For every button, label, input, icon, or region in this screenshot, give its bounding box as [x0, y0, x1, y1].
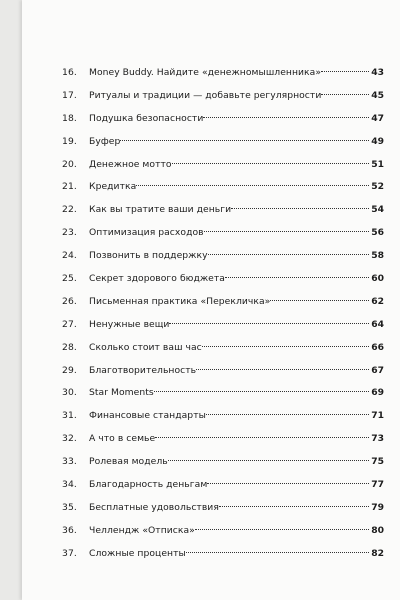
toc-entry-page: 80 — [371, 524, 384, 536]
table-of-contents — [62, 62, 384, 566]
toc-entry-number: 36. — [62, 524, 77, 536]
dot-leader — [204, 231, 370, 232]
toc-entry-title: Star Moments — [89, 387, 154, 399]
toc-entry-page: 67 — [371, 364, 384, 376]
toc-entry-page: 58 — [371, 250, 384, 262]
toc-entry-title: Сколько стоит ваш час — [89, 341, 202, 353]
toc-entry-page: 54 — [371, 204, 384, 216]
dot-leader — [219, 506, 369, 507]
toc-entry-page: 75 — [371, 456, 384, 468]
dot-leader — [270, 300, 369, 301]
toc-entry — [62, 199, 384, 222]
toc-entry-page: 71 — [371, 410, 384, 422]
toc-entry-title: Кредитка — [89, 181, 137, 193]
toc-entry-page: 62 — [371, 295, 384, 307]
toc-entry — [62, 131, 384, 154]
toc-entry-number: 20. — [62, 158, 77, 170]
toc-entry-number: 32. — [62, 433, 77, 445]
toc-entry — [62, 497, 384, 520]
toc-entry-page: 79 — [371, 501, 384, 513]
toc-entry-title: Оптимизация расходов — [89, 227, 204, 239]
toc-entry-page: 64 — [371, 318, 384, 330]
toc-entry — [62, 176, 384, 199]
toc-entry-page: 73 — [371, 433, 384, 445]
dot-leader — [154, 391, 369, 392]
toc-entry-title: Письменная практика «Перекличка» — [89, 295, 271, 307]
toc-entry-title: Бесплатные удовольствия — [89, 501, 219, 513]
toc-entry-number: 35. — [62, 501, 77, 513]
toc-entry — [62, 62, 384, 85]
toc-entry-title: Сложные проценты — [89, 547, 186, 559]
toc-entry — [62, 451, 384, 474]
dot-leader — [168, 460, 369, 461]
toc-entry-number: 31. — [62, 410, 77, 422]
toc-entry — [62, 268, 384, 291]
dot-leader — [186, 552, 369, 553]
dot-leader — [231, 208, 369, 209]
toc-entry — [62, 360, 384, 383]
toc-entry-title: Челлендж «Отписка» — [89, 524, 195, 536]
toc-entry-number: 26. — [62, 295, 77, 307]
toc-entry-page: 77 — [371, 479, 384, 491]
toc-entry-number: 30. — [62, 387, 77, 399]
toc-entry-title: Как вы тратите ваши деньги — [89, 204, 232, 216]
dot-leader — [207, 483, 369, 484]
toc-entry-page: 49 — [371, 135, 384, 147]
toc-entry-title: Буфер — [89, 135, 121, 147]
toc-entry-number: 28. — [62, 341, 77, 353]
toc-entry-title: Секрет здорового бюджета — [89, 273, 225, 285]
toc-entry-title: Money Buddy. Найдите «денежномышленника» — [89, 67, 321, 78]
toc-entry-number: 17. — [62, 89, 77, 101]
dot-leader — [206, 414, 369, 415]
toc-entry — [62, 291, 384, 314]
dot-leader — [321, 71, 369, 72]
toc-entry — [62, 154, 384, 177]
toc-entry — [62, 314, 384, 337]
toc-entry-number: 27. — [62, 318, 77, 330]
toc-entry — [62, 85, 384, 108]
toc-entry-page: 69 — [371, 387, 384, 399]
toc-entry-page: 47 — [371, 112, 384, 124]
dot-leader — [202, 346, 369, 347]
toc-entry-number: 22. — [62, 204, 77, 216]
toc-entry-title: Подушка безопасности — [89, 112, 204, 124]
toc-entry-title: Ритуалы и традиции — добавьте регулярности — [89, 89, 322, 101]
toc-entry — [62, 108, 384, 131]
dot-leader — [321, 94, 369, 95]
toc-entry — [62, 405, 384, 428]
toc-entry — [62, 222, 384, 245]
toc-entry-title: Благодарность деньгам — [89, 479, 208, 491]
toc-entry-title: Ролевая модель — [89, 456, 168, 468]
toc-entry — [62, 543, 384, 566]
toc-entry-number: 34. — [62, 479, 77, 491]
toc-entry-page: 60 — [371, 273, 384, 285]
dot-leader — [169, 323, 369, 324]
toc-entry-page: 66 — [371, 341, 384, 353]
toc-entry — [62, 520, 384, 543]
toc-entry-page: 51 — [371, 158, 384, 170]
toc-entry-number: 21. — [62, 181, 77, 193]
toc-entry — [62, 337, 384, 360]
toc-entry-title: Ненужные вещи — [89, 318, 170, 330]
dot-leader — [136, 185, 369, 186]
toc-entry-title: Позвонить в поддержку — [89, 250, 208, 262]
toc-entry — [62, 474, 384, 497]
toc-entry-number: 24. — [62, 250, 77, 262]
book-page — [22, 0, 400, 600]
dot-leader — [225, 277, 369, 278]
toc-entry — [62, 382, 384, 405]
toc-entry-page: 56 — [371, 227, 384, 239]
toc-entry-page: 52 — [371, 181, 384, 193]
toc-entry-number: 18. — [62, 112, 77, 124]
toc-entry — [62, 428, 384, 451]
toc-entry-number: 29. — [62, 364, 77, 376]
toc-entry-title: Благотворительность — [89, 364, 197, 376]
toc-entry-title: А что в семье — [89, 433, 156, 445]
dot-leader — [172, 163, 370, 164]
dot-leader — [120, 140, 369, 141]
dot-leader — [203, 117, 369, 118]
dot-leader — [208, 254, 370, 255]
toc-entry-number: 25. — [62, 273, 77, 285]
toc-entry-page: 82 — [371, 547, 384, 559]
dot-leader — [195, 529, 369, 530]
toc-entry-number: 16. — [62, 67, 77, 78]
toc-entry-page: 43 — [371, 67, 384, 78]
toc-entry-title: Денежное мотто — [89, 158, 172, 170]
dot-leader — [196, 369, 369, 370]
toc-entry — [62, 245, 384, 268]
toc-entry-page: 45 — [371, 89, 384, 101]
dot-leader — [155, 437, 369, 438]
toc-entry-title: Финансовые стандарты — [89, 410, 206, 422]
toc-entry-number: 37. — [62, 547, 77, 559]
toc-entry-number: 19. — [62, 135, 77, 147]
toc-entry-number: 23. — [62, 227, 77, 239]
toc-entry-number: 33. — [62, 456, 77, 468]
